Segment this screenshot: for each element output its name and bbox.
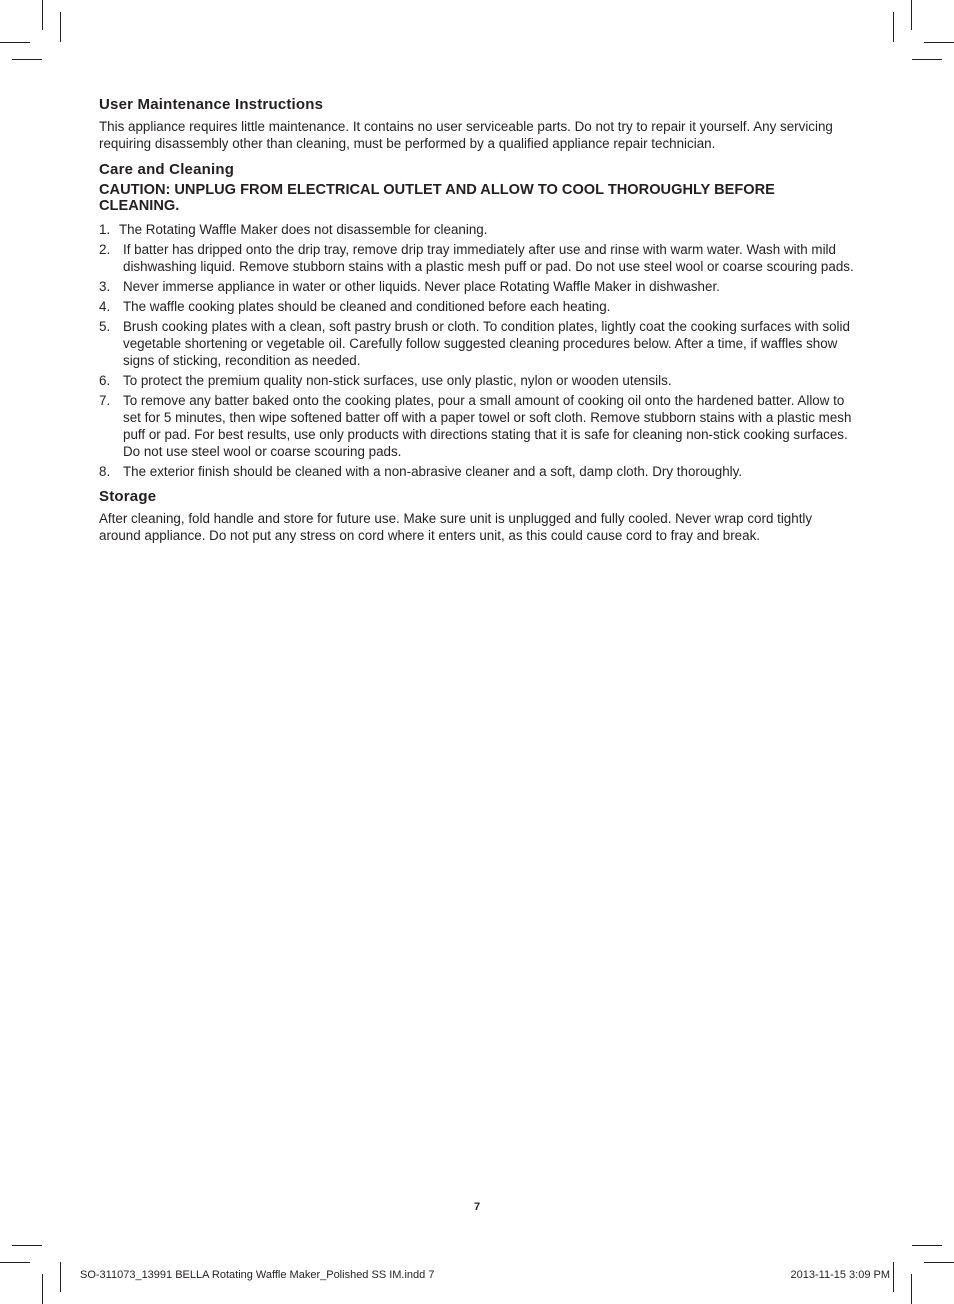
- crop-mark: [912, 1245, 942, 1246]
- crop-mark: [924, 1262, 954, 1263]
- crop-mark: [911, 0, 912, 30]
- list-item-number: 1.: [99, 222, 111, 237]
- crop-mark: [60, 1262, 61, 1292]
- page-content: [99, 96, 855, 544]
- list-item-text: Brush cooking plates with a clean, soft pastry brush or cloth. To condition plates, lightly coat the cooking surfaces with solid vegetable shortening or vegetable oil. Carefully follow suggested cleaning procedures below. After a time, if waffles show signs of sticking, recondition as needed.: [123, 319, 850, 368]
- list-item-text: To remove any batter baked onto the cooking plates, pour a small amount of cooking oil onto the hardened batter. Allow to set for 5 minutes, then wipe softened batter off with a paper towel or soft cloth. Remove stubborn stains with a plastic mesh puff or pad. For best results, use only products with directions stating that it is safe for cleaning non-stick cooking surfaces. Do not use steel wool or coarse scouring pads.: [123, 393, 852, 459]
- crop-mark: [0, 42, 30, 43]
- list-item-number: 5.: [99, 319, 111, 334]
- crop-mark: [12, 1245, 42, 1246]
- crop-mark: [912, 59, 942, 60]
- list-item: [99, 221, 855, 238]
- list-item: [99, 298, 855, 315]
- slug-filename: SO-311073_13991 BELLA Rotating Waffle Maker_Polished SS IM.indd 7: [80, 1269, 435, 1281]
- list-item-text: The Rotating Waffle Maker does not disassemble for cleaning.: [119, 222, 488, 237]
- maintenance-heading: User Maintenance Instructions: [99, 96, 324, 113]
- crop-mark: [893, 1262, 894, 1292]
- crop-mark: [911, 1274, 912, 1304]
- maintenance-body: This appliance requires little maintenance. It contains no user serviceable parts. Do not try to repair it yourself. Any servicing requiring disassembly other than cleaning, must be performed by a qualified appliance repair technician.: [99, 119, 833, 151]
- list-item: [99, 318, 855, 369]
- list-item-number: 4.: [99, 299, 111, 314]
- storage-body: After cleaning, fold handle and store for future use. Make sure unit is unplugged and fully cooled. Never wrap cord tightly around appliance. Do not put any stress on cord where it enters unit, as this could cause cord to fray and break.: [99, 511, 813, 543]
- crop-mark: [60, 12, 61, 42]
- list-item-text: Never immerse appliance in water or other liquids. Never place Rotating Waffle Maker in dishwasher.: [123, 279, 720, 294]
- care-heading: Care and Cleaning: [99, 161, 235, 178]
- crop-mark: [0, 1262, 30, 1263]
- crop-mark: [924, 42, 954, 43]
- cleaning-steps-list: [99, 221, 855, 480]
- crop-mark: [42, 1274, 43, 1304]
- list-item-text: The waffle cooking plates should be cleaned and conditioned before each heating.: [123, 299, 611, 314]
- list-item-text: If batter has dripped onto the drip tray, remove drip tray immediately after use and rinse with warm water. Wash with mild dishwashing liquid. Remove stubborn stains with a plastic mesh puff or pad. Do not use steel wool or coarse scouring pads.: [123, 242, 854, 274]
- page-number: 7: [473, 1201, 481, 1213]
- list-item-text: To protect the premium quality non-stick surfaces, use only plastic, nylon or wooden utensils.: [123, 373, 672, 388]
- caution-text: CAUTION: UNPLUG FROM ELECTRICAL OUTLET AND ALLOW TO COOL THOROUGHLY BEFORE CLEANING.: [99, 182, 775, 214]
- crop-mark: [893, 12, 894, 42]
- list-item-number: 3.: [99, 279, 111, 294]
- list-item: [99, 241, 855, 275]
- list-item-number: 7.: [99, 393, 111, 408]
- slug-timestamp: 2013-11-15 3:09 PM: [790, 1269, 890, 1281]
- list-item: [99, 392, 855, 460]
- storage-heading: Storage: [99, 488, 157, 505]
- list-item-number: 6.: [99, 373, 111, 388]
- crop-mark: [12, 59, 42, 60]
- list-item-number: 2.: [99, 242, 111, 257]
- list-item: [99, 278, 855, 295]
- list-item-text: The exterior finish should be cleaned with a non-abrasive cleaner and a soft, damp cloth. Dry thoroughly.: [123, 464, 743, 479]
- list-item: [99, 463, 855, 480]
- crop-mark: [42, 0, 43, 30]
- list-item: [99, 372, 855, 389]
- list-item-number: 8.: [99, 464, 111, 479]
